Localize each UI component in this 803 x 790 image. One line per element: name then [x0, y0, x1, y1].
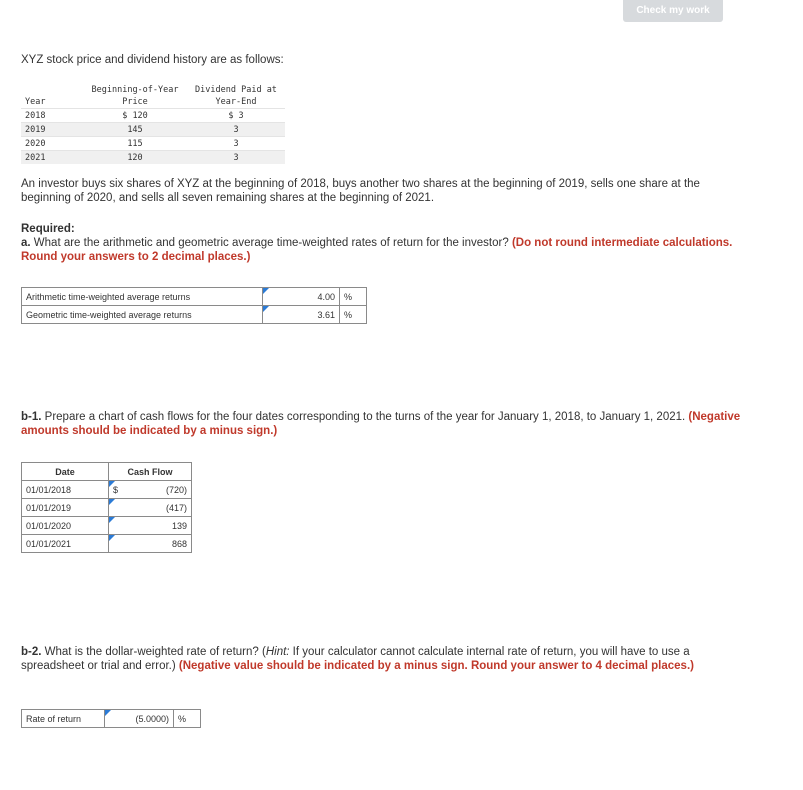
table-row: 2020 115 3 — [21, 137, 285, 151]
table-row — [22, 288, 367, 306]
table-row: 2021 120 3 — [21, 151, 285, 165]
cash-flow-input[interactable]: 868 — [109, 535, 192, 553]
table-row: 2019 145 3 — [21, 123, 285, 137]
col-year: Year — [25, 97, 46, 107]
geometric-label: Geometric time-weighted average returns — [22, 306, 263, 324]
percent-unit: % — [340, 306, 367, 324]
question-b2: b-2. What is the dollar-weighted rate of return? (Hint: If your calculator cannot calculate internal rate of return, you will have to use a spreadsheet or trial and error.) (Negative value should be indicated by a minus sign. Round your answer to 4 decimal places.) — [21, 646, 694, 672]
question-b1: b-1. Prepare a chart of cash flows for the four dates corresponding to the turns of the year for January 1, 2018, to January 1, 2021. (Negative amounts should be indicated by a minus sign.) — [21, 411, 741, 437]
currency-symbol: $ — [109, 481, 128, 499]
scenario-text: An investor buys six shares of XYZ at the beginning of 2018, buys another two shares at the beginning of 2019, sells one share at the beginning of 2020, and sells all seven remaining shares at the beginning of 2021. — [21, 178, 700, 204]
col-dividend: Dividend Paid at Year-End — [195, 85, 277, 107]
col-cash-flow: Cash Flow — [109, 463, 192, 481]
required-a: Required: a. What are the arithmetic and geometric average time-weighted rates of return for the investor? (Do not round intermediate calculations. Round your answers to 2 decimal places.) — [21, 222, 741, 264]
table-row — [22, 306, 367, 324]
col-date: Date — [22, 463, 109, 481]
geometric-return-input[interactable]: 3.61 — [263, 306, 340, 324]
percent-unit: % — [174, 710, 201, 728]
price-history-table — [21, 84, 285, 164]
returns-table — [21, 287, 367, 324]
cash-flow-input[interactable]: (720) — [127, 481, 192, 499]
col-price: Beginning-of-Year Price — [91, 85, 179, 107]
table-row: 01/01/2019 (417) — [22, 499, 192, 517]
percent-unit: % — [340, 288, 367, 306]
table-row: 01/01/2020 139 — [22, 517, 192, 535]
rate-label: Rate of return — [22, 710, 105, 728]
table-row: 01/01/2018 $ (720) — [22, 481, 192, 499]
required-title: Required: — [21, 223, 75, 235]
check-my-work-button[interactable]: Check my work — [623, 0, 723, 22]
cash-flow-table — [21, 462, 192, 553]
table-row — [22, 710, 201, 728]
rate-table — [21, 709, 201, 728]
cash-flow-input[interactable]: 139 — [109, 517, 192, 535]
intro-text: XYZ stock price and dividend history are as follows: — [21, 54, 284, 66]
arithmetic-return-input[interactable]: 4.00 — [263, 288, 340, 306]
arithmetic-label: Arithmetic time-weighted average returns — [22, 288, 263, 306]
cash-flow-input[interactable]: (417) — [109, 499, 192, 517]
table-row: 2018 $ 120 $ 3 — [21, 109, 285, 123]
rate-of-return-input[interactable]: (5.0000) — [105, 710, 174, 728]
table-row: 01/01/2021 868 — [22, 535, 192, 553]
